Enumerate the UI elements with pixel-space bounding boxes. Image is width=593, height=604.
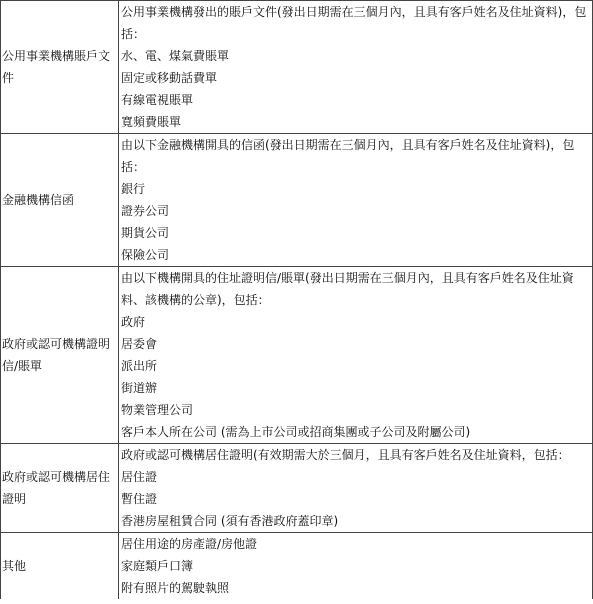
list-item: 政府 bbox=[121, 315, 146, 329]
list-item: 家庭類戶口簿 bbox=[121, 559, 194, 573]
list-item: 居住用途的房產證/房他證 bbox=[121, 537, 258, 551]
list-item: 街道辦 bbox=[121, 381, 158, 395]
category-cell: 金融機構信函 bbox=[1, 134, 119, 267]
list-item: 寬頻費賬單 bbox=[121, 115, 182, 129]
table-row bbox=[1, 267, 593, 444]
list-item: 居委會 bbox=[121, 337, 158, 351]
list-item: 有線電視賬單 bbox=[121, 93, 194, 107]
category-cell: 公用事業機構賬戶文件 bbox=[1, 1, 119, 134]
list-item: 派出所 bbox=[121, 359, 158, 373]
category-cell: 政府或認可機構居住證明 bbox=[1, 444, 119, 533]
table-row bbox=[1, 444, 593, 533]
list-item: 暫住證 bbox=[121, 492, 158, 506]
list-item: 公用事業機構發出的賬戶文件(發出日期需在三個月內，且具有客戶姓名及住址資料)，包括： bbox=[121, 5, 587, 41]
category-cell: 其他 bbox=[1, 533, 119, 600]
list-item: 由以下機構開具的住址證明信/賬單(發出日期需在三個月內，且具有客戶姓名及住址資料、該機構的公章)，包括： bbox=[121, 271, 574, 307]
list-item: 客戶本人所在公司 (需為上市公司或招商集團或子公司及附屬公司) bbox=[121, 425, 471, 439]
list-item: 物業管理公司 bbox=[121, 403, 194, 417]
list-item: 銀行 bbox=[121, 182, 146, 196]
items-cell bbox=[119, 267, 593, 444]
list-item: 附有照片的駕駛執照 bbox=[121, 581, 230, 595]
list-item: 證券公司 bbox=[121, 204, 170, 218]
table-row bbox=[1, 533, 593, 600]
list-item: 居住證 bbox=[121, 470, 158, 484]
list-item: 由以下金融機構開具的信函(發出日期需在三個月內，且具有客戶姓名及住址資料)，包括： bbox=[121, 138, 575, 174]
list-item: 政府或認可機構居住證明(有效期需大於三個月，且具有客戶姓名及住址資料，包括： bbox=[121, 448, 570, 462]
list-item: 固定或移動話費單 bbox=[121, 71, 218, 85]
list-item: 香港房屋租賃合同 (須有香港政府蓋印章) bbox=[121, 514, 339, 528]
items-cell bbox=[119, 533, 593, 600]
items-cell bbox=[119, 134, 593, 267]
list-item: 水、電、煤氣費賬單 bbox=[121, 49, 230, 63]
items-cell bbox=[119, 1, 593, 134]
list-item: 期貨公司 bbox=[121, 226, 170, 240]
items-cell bbox=[119, 444, 593, 533]
table-row bbox=[1, 134, 593, 267]
list-item: 保險公司 bbox=[121, 248, 170, 262]
table-row bbox=[1, 1, 593, 134]
category-cell: 政府或認可機構證明信/賬單 bbox=[1, 267, 119, 444]
